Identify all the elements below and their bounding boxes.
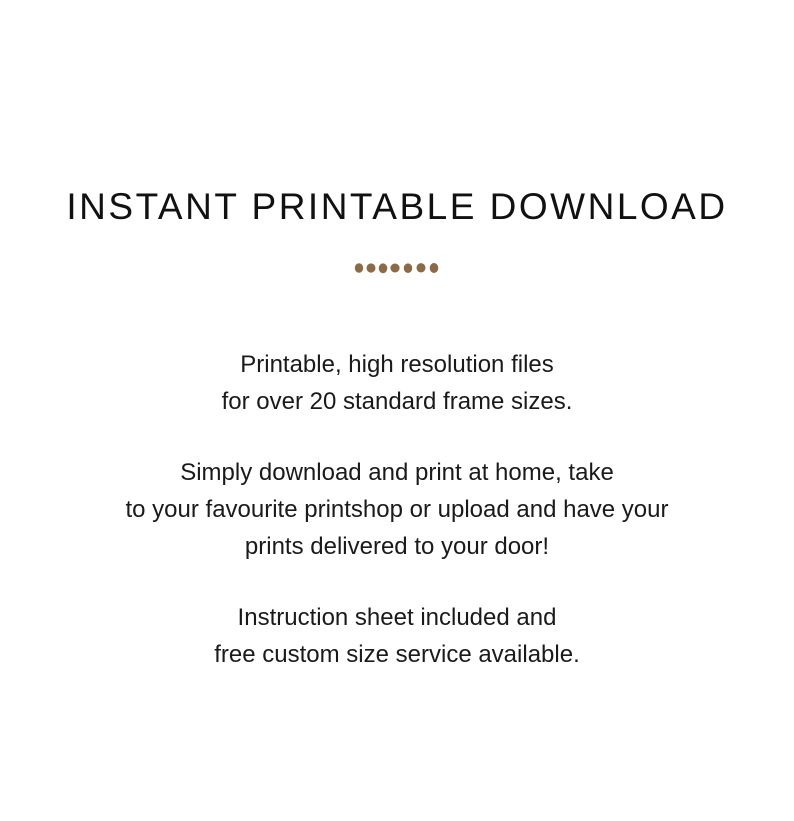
paragraph-line: free custom size service available. (214, 641, 580, 668)
brush-dot (404, 263, 412, 273)
paragraph-file-info (0, 346, 794, 420)
brush-dot (417, 263, 426, 272)
page-title: INSTANT PRINTABLE DOWNLOAD (66, 186, 728, 227)
brush-dot (355, 263, 363, 273)
brush-dots-divider-icon (354, 262, 440, 274)
paragraph-line: prints delivered to your door! (244, 533, 550, 560)
brush-dot (430, 263, 439, 273)
brush-dot (367, 263, 376, 272)
paragraph-line: Simply download and print at home, take (180, 459, 614, 486)
brush-dot (379, 263, 388, 273)
paragraph-line: Printable, high resolution files (240, 351, 554, 378)
paragraph-line: to your favourite printshop or upload and have your (125, 496, 669, 523)
paragraph-line: for over 20 standard frame sizes. (221, 388, 573, 415)
brush-dot (390, 264, 399, 273)
paragraph-instructions (0, 599, 794, 673)
paragraph-print-options (0, 454, 794, 565)
paragraph-line: Instruction sheet included and (237, 604, 557, 631)
